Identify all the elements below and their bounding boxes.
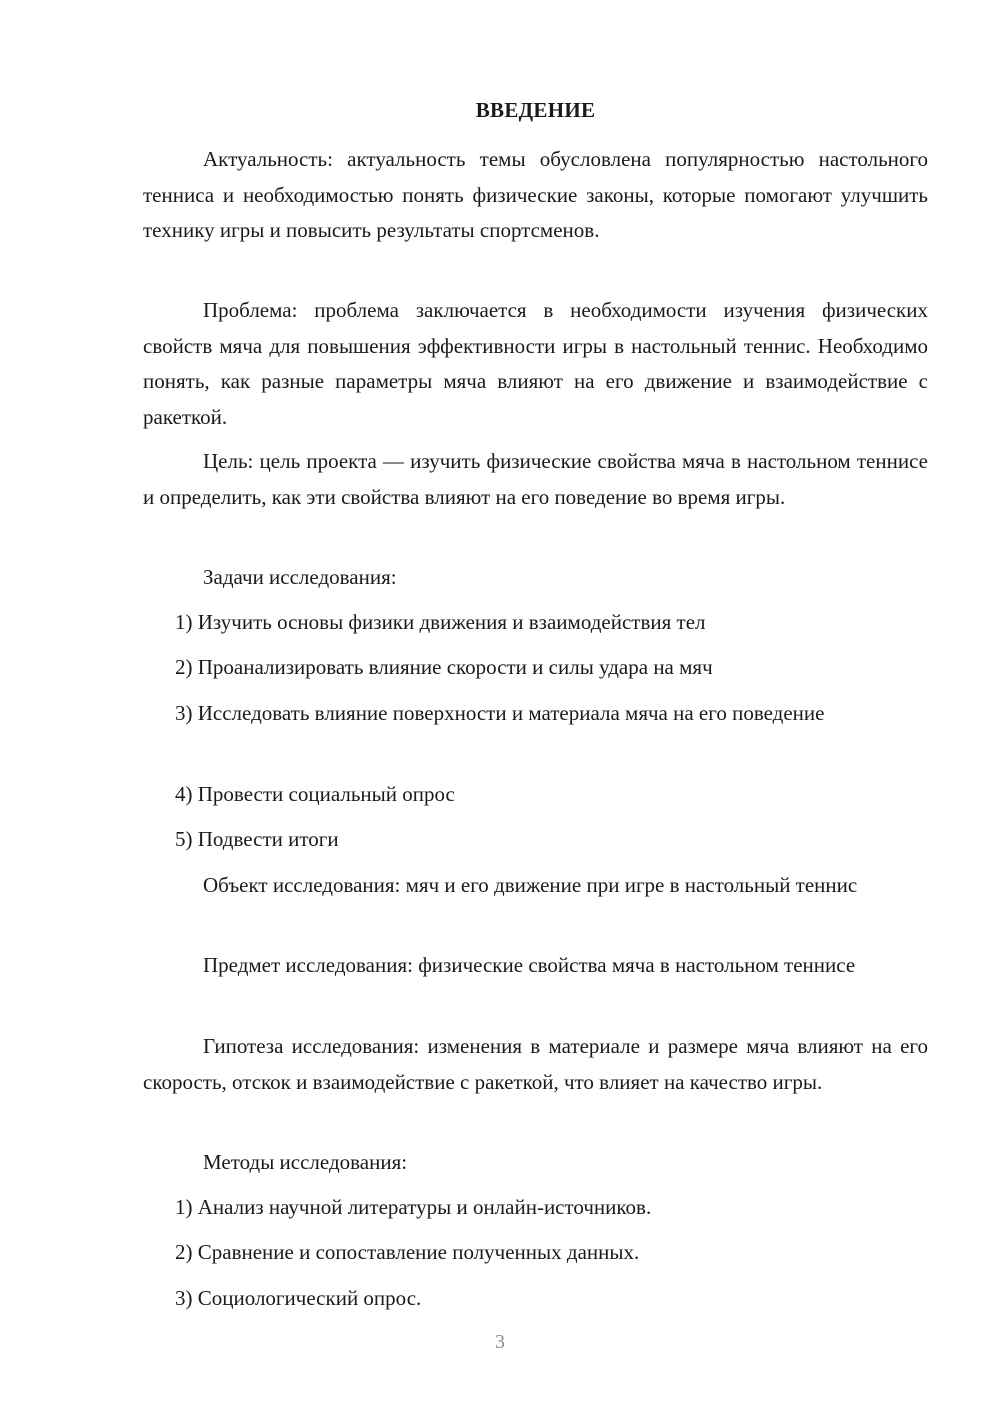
subject-paragraph: Предмет исследования: физические свойства мяча в настольном теннисе xyxy=(203,953,856,977)
object-paragraph: Объект исследования: мяч и его движение при игре в настольный теннис xyxy=(203,873,858,897)
page-title: ВВЕДЕНИЕ xyxy=(475,98,596,122)
method-item: 1) Анализ научной литературы и онлайн-источников. xyxy=(175,1195,652,1219)
method-item: 3) Социологический опрос. xyxy=(175,1286,422,1310)
tasks-heading: Задачи исследования: xyxy=(203,565,397,589)
relevance-paragraph: Актуальность: актуальность темы обусловлена популярностью настольного тенниса и необходимостью понять физические законы, которые помогают улучшить технику игры и повысить результаты спортсменов. xyxy=(143,147,928,242)
goal-paragraph: Цель: цель проекта — изучить физические свойства мяча в настольном теннисе и определить, как эти свойства влияют на его поведение во время игры. xyxy=(143,449,928,509)
page-number: 3 xyxy=(495,1331,505,1353)
task-item: 2) Проанализировать влияние скорости и силы удара на мяч xyxy=(175,655,713,679)
problem-paragraph: Проблема: проблема заключается в необходимости изучения физических свойств мяча для повышения эффективности игры в настольный теннис. Необходимо понять, как разные параметры мяча влияют на его движение и взаимодействие с ракеткой. xyxy=(143,298,928,429)
task-item: 4) Провести социальный опрос xyxy=(175,782,455,806)
task-item: 5) Подвести итоги xyxy=(175,827,339,851)
task-item: 3) Исследовать влияние поверхности и материала мяча на его поведение xyxy=(175,701,825,725)
task-item: 1) Изучить основы физики движения и взаимодействия тел xyxy=(175,610,706,634)
hypothesis-paragraph: Гипотеза исследования: изменения в материале и размере мяча влияют на его скорость, отскок и взаимодействие с ракеткой, что влияет на качество игры. xyxy=(143,1034,928,1094)
method-item: 2) Сравнение и сопоставление полученных данных. xyxy=(175,1240,640,1264)
methods-heading: Методы исследования: xyxy=(203,1150,408,1174)
